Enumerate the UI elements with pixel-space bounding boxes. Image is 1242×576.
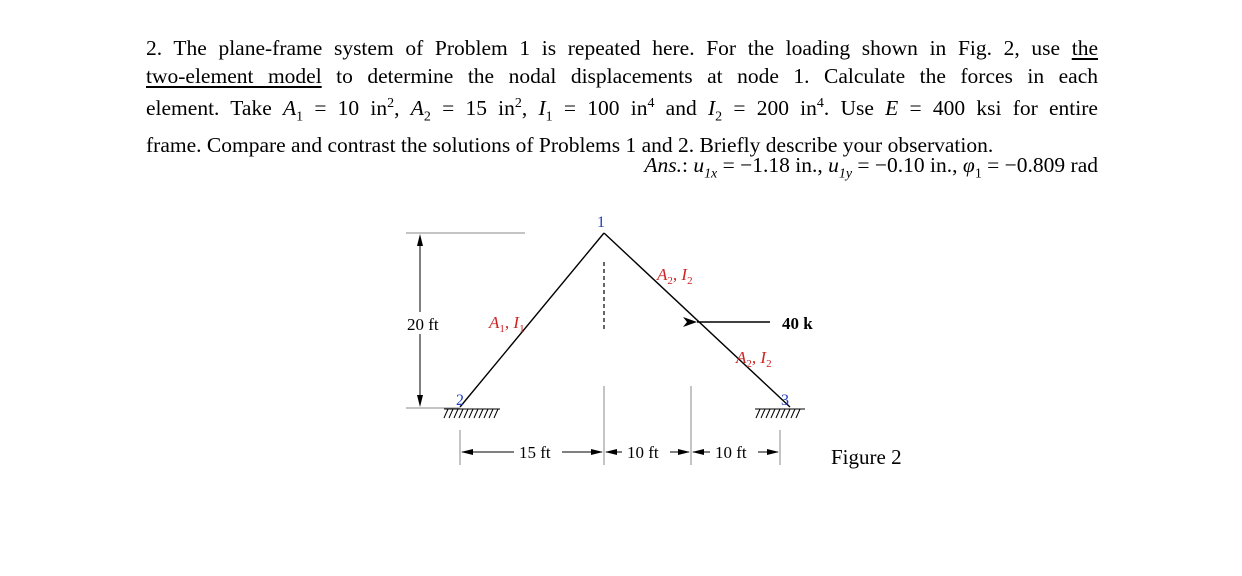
answer-text-segment: = −1.18 in., [717,153,829,177]
dim-15-arrow-right [591,449,603,455]
problem-text-segment: 2 [423,109,431,125]
answer-text-segment: u [693,153,705,177]
problem-text-segment: 1 [545,109,553,125]
element-1-label: $A_1$, $I_1$ [489,313,525,335]
problem-text-segment: to determine the nodal displacements at node 1. Calculate the forces in each [321,64,1098,88]
problem-text-segment: , [394,96,411,121]
problem-text-segment: I [538,96,546,121]
dim-10a-label: 10 ft [627,443,659,462]
dim-10a-arrow-left [605,449,617,455]
problem-text-segment: two-element model [146,64,322,88]
problem-text-segment: element. Take [146,96,283,121]
problem-text-segment: A [410,96,424,121]
figure-caption: Figure 2 [831,445,902,469]
answer-text-segment: u [828,153,839,177]
problem-text-segment: = 100 in [552,96,648,121]
height-arrow-up [417,234,423,246]
height-label: 20 ft [407,315,439,334]
node-2-label: 2 [456,392,464,409]
problem-text-segment: 4 [816,96,824,111]
answer-text-segment: 1 [974,166,982,182]
fixed-support-node-2 [444,409,500,418]
height-arrow-down [417,395,423,407]
load-label: 40 k [782,314,813,333]
problem-text-segment: 2 [387,96,395,111]
problem-text-segment: and [654,96,708,121]
problem-text-segment: 1 [296,109,304,125]
problem-text-segment: 2. The plane-frame system of Problem 1 is repeated here. For the loading shown in Fig. 2, use [146,36,1072,60]
answer-text-segment: = −0.809 rad [981,153,1098,177]
dim-10b-arrow-left [692,449,704,455]
problem-text-segment: 4 [647,96,655,111]
problem-text-segment: . Use [823,96,886,121]
problem-text-segment: = 400 ksi for entire [898,96,1098,121]
problem-text-segment: E [885,96,899,121]
answer-text-segment: 1x [704,166,718,182]
element-1 [460,233,604,407]
node-3-label: 3 [781,392,789,409]
answer-text-segment: 1y [838,166,853,182]
problem-text-segment: = 15 in [430,96,515,121]
problem-text-segment: = 10 in [303,96,388,121]
problem-text-segment: 2 [514,96,522,111]
dim-10b-arrow-right [767,449,779,455]
problem-text-segment: 2 [715,109,723,125]
dim-15-label: 15 ft [519,443,551,462]
node-1-label: 1 [597,214,605,231]
dim-10b-label: 10 ft [715,443,747,462]
problem-text-segment: , [521,96,539,121]
element-2 [604,233,790,407]
problem-text-segment: the [1071,36,1098,60]
answer-text-segment: : [681,153,694,177]
problem-text-segment: A [282,96,297,121]
dim-10a-arrow-right [678,449,690,455]
element-2-upper-label: $A_2$, $I_2$ [657,265,693,287]
answer-text-segment: Ans. [644,153,682,177]
dim-15-arrow-left [461,449,473,455]
problem-text-segment: frame. Compare and contrast the solutions of Problems 1 and 2. Briefly describe your observation. [146,133,994,158]
answer-text-segment: = −0.10 in., [852,153,963,177]
answer-text-segment: φ [962,153,975,177]
element-2-lower-label: $A_2$, $I_2$ [736,348,772,370]
problem-text-segment: I [707,96,716,121]
problem-text-segment: = 200 in [722,96,817,121]
fixed-support-node-3 [755,409,805,418]
